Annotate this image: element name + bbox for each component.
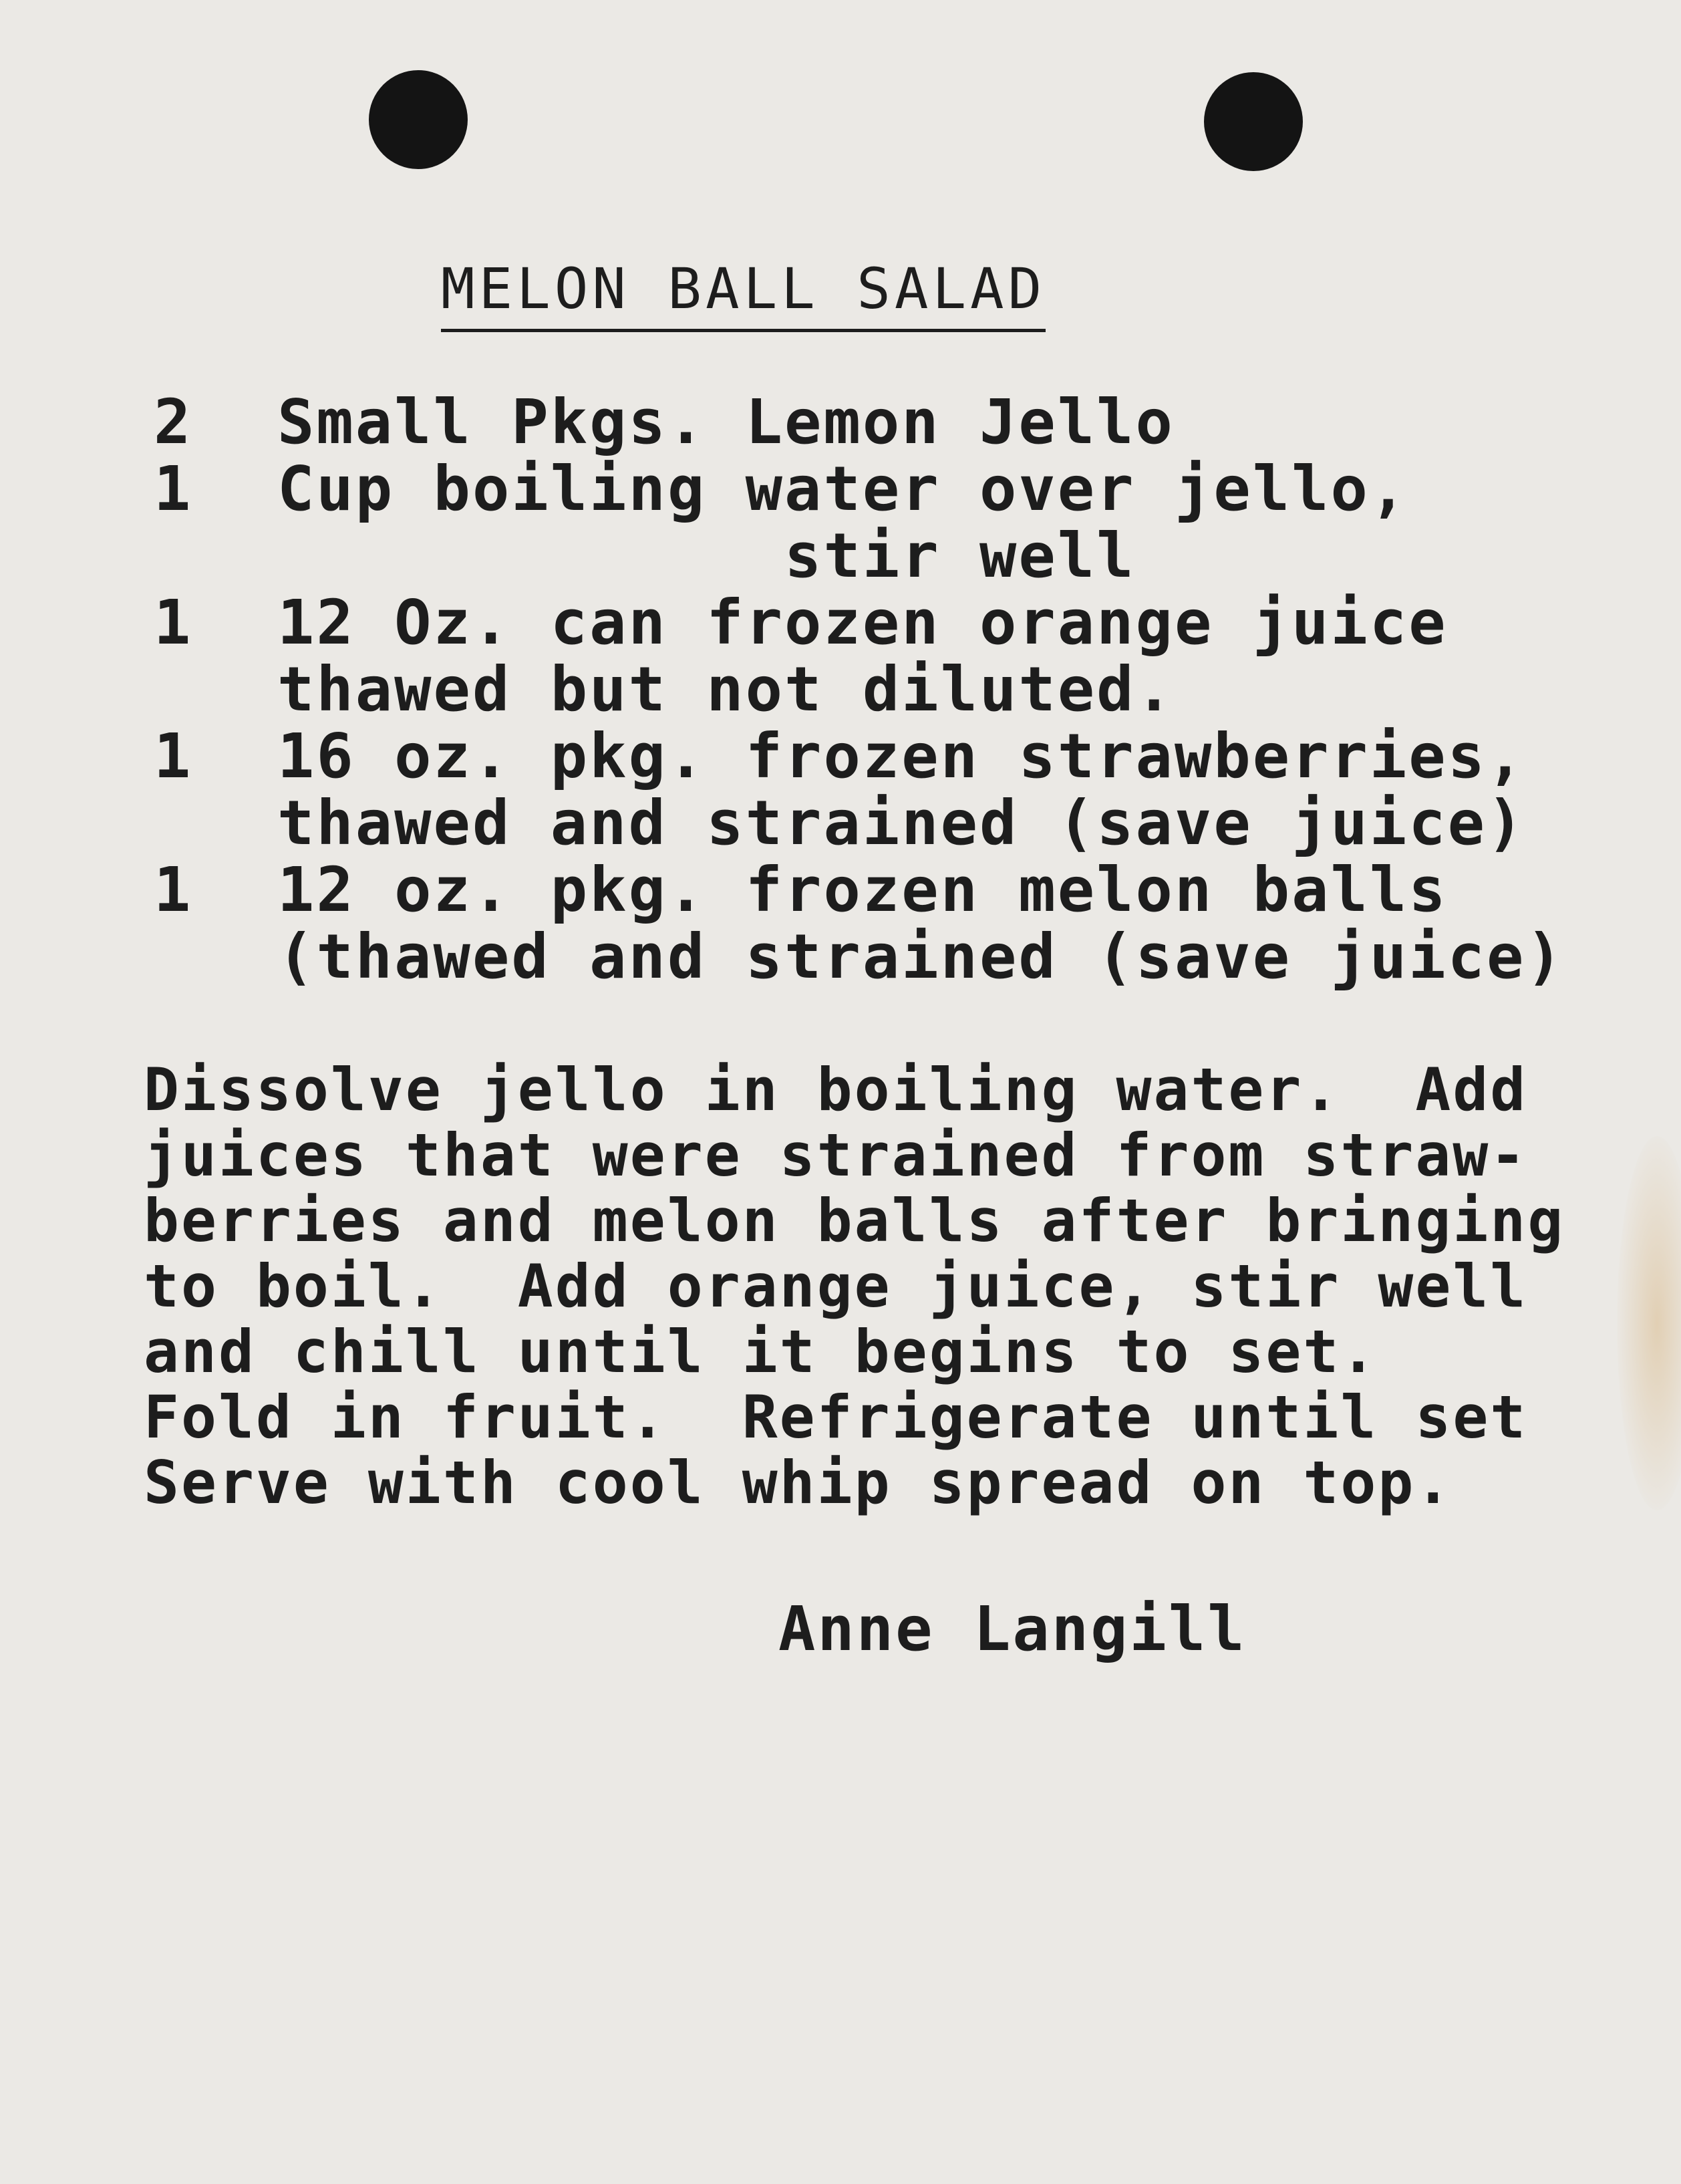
ingredient-text: 12 oz. pkg. frozen melon balls	[277, 854, 1448, 926]
ingredient-text: thawed but not diluted.	[277, 654, 1175, 725]
directions-paragraph	[144, 1057, 1640, 1516]
ingredient-text: 12 Oz. can frozen orange juice	[277, 587, 1448, 658]
directions-line: Serve with cool whip spread on top.	[144, 1448, 1453, 1517]
ingredient-text: Cup boiling water over jello,	[277, 453, 1409, 525]
ingredient-quantity: 1	[154, 854, 193, 926]
ingredient-text: 16 oz. pkg. frozen strawberries,	[277, 720, 1526, 792]
directions-line: berries and melon balls after bringing	[144, 1186, 1565, 1255]
directions-line: to boil. Add orange juice, stir well	[144, 1252, 1528, 1321]
ingredient-text: stir well	[277, 520, 1136, 591]
directions-line: Fold in fruit. Refrigerate until set	[144, 1383, 1528, 1452]
directions-line: Dissolve jello in boiling water. Add	[144, 1055, 1528, 1124]
ingredient-text: (thawed and strained (save juice)	[277, 921, 1565, 992]
directions-line: and chill until it begins to set.	[144, 1317, 1378, 1386]
recipe-title: MELON BALL SALAD	[441, 255, 1046, 332]
binder-hole-left	[369, 70, 468, 169]
ingredient-text: Small Pkgs. Lemon Jello	[277, 386, 1175, 458]
ingredient-quantity: 1	[154, 453, 193, 525]
ingredient-quantity: 2	[154, 386, 193, 458]
directions-line: juices that were strained from straw-	[144, 1121, 1528, 1190]
binder-hole-right	[1204, 72, 1303, 171]
author-signature: Anne Langill	[778, 1593, 1247, 1665]
ingredient-quantity: 1	[154, 720, 193, 792]
ingredient-text: thawed and strained (save juice)	[277, 787, 1526, 859]
ingredient-quantity: 1	[154, 587, 193, 658]
